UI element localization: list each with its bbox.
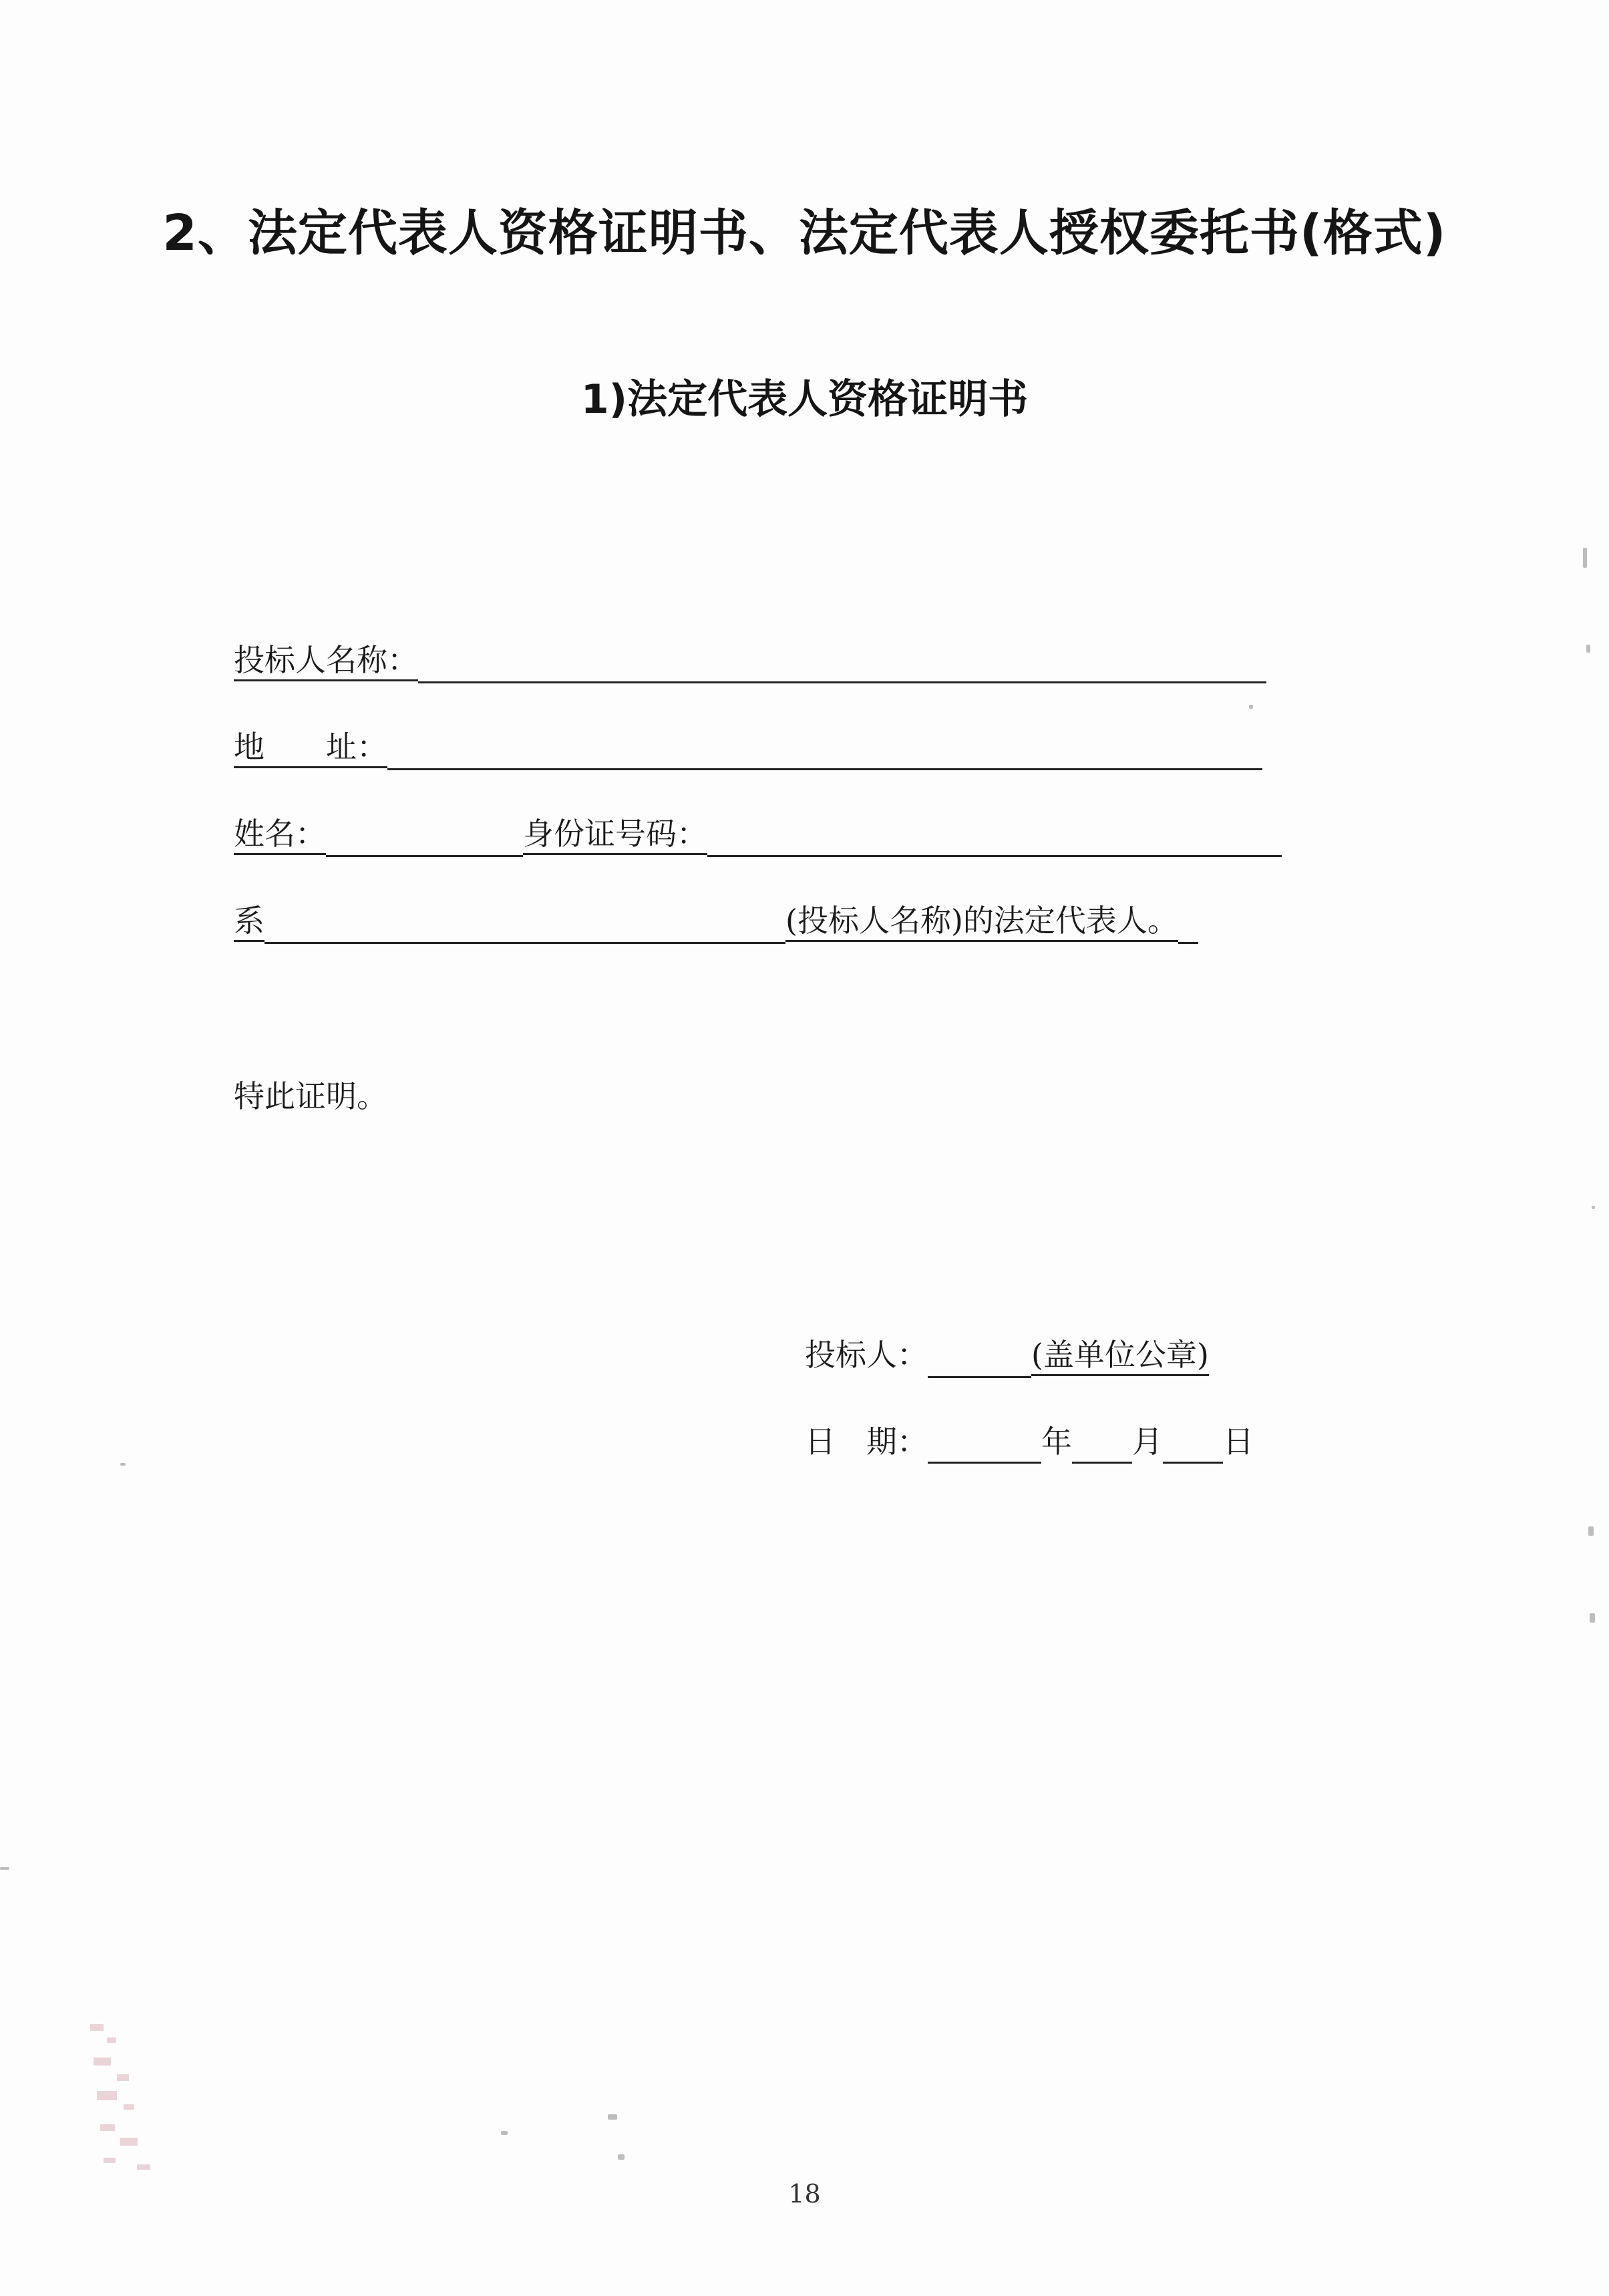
- day-blank[interactable]: [1163, 1424, 1223, 1464]
- scan-speck: [120, 1463, 126, 1466]
- faded-stamp-mark: [83, 2011, 184, 2184]
- address-row: [234, 725, 1262, 769]
- relation-prefix: 系: [234, 903, 264, 942]
- name-blank[interactable]: [326, 818, 523, 857]
- sub-title: 1)法定代表人资格证明书: [580, 376, 1029, 423]
- year-blank[interactable]: [928, 1424, 1041, 1464]
- relation-row: [234, 898, 1198, 943]
- date-label: 日 期：: [805, 1424, 928, 1460]
- id-number-label: 身份证号码：: [523, 816, 707, 855]
- day-label: 日: [1223, 1424, 1254, 1460]
- bidder-sign-label: 投标人：: [805, 1337, 928, 1373]
- bidder-sign-row: [805, 1333, 1209, 1377]
- bidder-sign-blank[interactable]: [928, 1339, 1031, 1378]
- page-number: 18: [788, 2179, 821, 2208]
- year-label: 年: [1041, 1424, 1072, 1460]
- month-label: 月: [1132, 1424, 1163, 1460]
- scan-speck: [0, 1867, 9, 1870]
- name-label: 姓名：: [234, 816, 326, 855]
- address-blank[interactable]: [387, 731, 1262, 770]
- seal-note: (盖单位公章): [1031, 1337, 1209, 1376]
- relation-blank[interactable]: [264, 905, 785, 944]
- month-blank[interactable]: [1072, 1424, 1132, 1464]
- certify-text: 特此证明。: [234, 1078, 387, 1114]
- date-row: [805, 1420, 1254, 1464]
- name-id-row: [234, 812, 1282, 856]
- relation-suffix: (投标人名称)的法定代表人。: [785, 903, 1178, 942]
- scan-speck: [1588, 1526, 1594, 1536]
- scan-speck: [1249, 705, 1253, 709]
- main-title: 2、法定代表人资格证明书、法定代表人授权委托书(格式): [162, 204, 1447, 262]
- scan-speck: [1586, 645, 1590, 653]
- scan-speck: [618, 2154, 624, 2160]
- scan-speck: [1583, 548, 1587, 568]
- relation-tail-line: [1178, 905, 1198, 944]
- bidder-name-row: [234, 638, 1266, 682]
- scan-speck: [1590, 1613, 1595, 1623]
- id-number-blank[interactable]: [707, 818, 1282, 857]
- bidder-name-label: 投标人名称：: [234, 642, 418, 681]
- scan-speck: [608, 2114, 617, 2120]
- address-label: 地 址：: [234, 729, 387, 768]
- bidder-name-blank[interactable]: [418, 644, 1266, 683]
- scan-speck: [501, 2131, 508, 2135]
- scan-speck: [1592, 1206, 1595, 1209]
